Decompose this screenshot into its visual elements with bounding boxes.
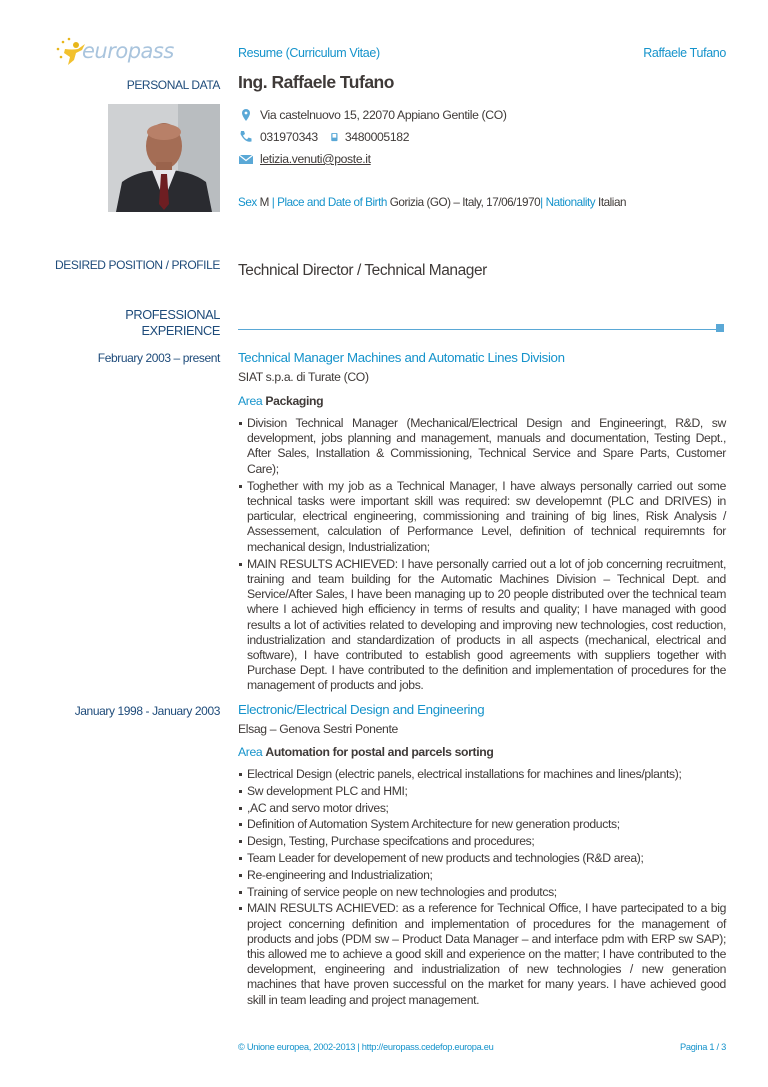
phone-row: [238, 130, 409, 144]
mobile-phone-icon: [330, 130, 340, 144]
desired-position-value: Technical Director / Technical Manager: [238, 262, 487, 279]
profile-photo: [108, 104, 220, 212]
section-divider: [238, 329, 716, 330]
footer-page-number: Pagina 1 / 3: [679, 1042, 726, 1052]
header-name: Raffaele Tufano: [643, 46, 726, 60]
list-item: Team Leader for developement of new products and technologies (R&D area);: [238, 851, 726, 866]
list-item: MAIN RESULTS ACHIEVED: I have personally carried out a lot of job concerning recruitment, training and team building for the Automatic Machines Division – Technical Dept. and Service/After Sales, I have been managing up to 20 people distributed over the technical team where I achieved high efficiency in terms of results and quality; I have managed with good results a lot of activities related to developing and improving new technologies, cost reduction, industrialization and standardization of products in all aspects (mechanical, electrical and software), I have contributed to establish good agreements with suppliers together with Purchase Dept. I have contributed to the definition and implementation of procedures for the management of products and jobs.: [238, 557, 726, 694]
separator: |: [540, 196, 543, 209]
experience-label-line2: EXPERIENCE: [141, 322, 220, 338]
job-area: [238, 745, 493, 759]
address-text: Via castelnuovo 15, 22070 Appiano Gentile (CO): [260, 108, 507, 122]
separator: |: [271, 196, 275, 209]
personal-details-line: [238, 196, 626, 209]
experience-label: [40, 307, 220, 338]
job-company: Elsag – Genova Sestri Ponente: [238, 722, 398, 736]
list-item: Sw development PLC and HMI;: [238, 784, 726, 799]
logo-text: europass: [82, 39, 174, 63]
europass-logo: [52, 36, 172, 68]
job-area: [238, 394, 323, 408]
nationality-value: Italian: [598, 196, 627, 209]
birth-label: Place and Date of Birth: [277, 196, 387, 209]
phone-text[interactable]: 031970343: [260, 130, 318, 144]
job-title: Electronic/Electrical Design and Engineering: [238, 702, 485, 717]
phone-icon: [238, 130, 254, 144]
list-item: Training of service people on new technologies and produtcs;: [238, 885, 726, 900]
area-value: Automation for postal and parcels sorting: [265, 745, 494, 759]
envelope-icon: [238, 152, 254, 166]
list-item: Toghether with my job as a Technical Manager, I have always personally carried out some technical tasks were important skill was required: sw developemnt (PLC and DRIVES) in particular, electrical engineering, commissioning and training of big lines, Risk Analysis / Assessement, calculation of Performance Level, definition of technical requiremnts for mechanical design, Industrialization;: [238, 479, 726, 555]
job-title: Technical Manager Machines and Automatic Lines Division: [238, 350, 565, 365]
email-link[interactable]: letizia.venuti@poste.it: [260, 152, 371, 166]
area-value: Packaging: [265, 394, 324, 408]
sex-value: M: [259, 196, 269, 209]
email-row: [238, 152, 371, 166]
area-label: Area: [238, 745, 263, 759]
list-item: Electrical Design (electric panels, electrical installations for machines and lines/plants);: [238, 767, 726, 782]
document-title: Resume (Curriculum Vitae): [238, 46, 380, 60]
list-item: ,AC and servo motor drives;: [238, 801, 726, 816]
list-item: Re-engineering and Industrialization;: [238, 868, 726, 883]
section-divider-square: [716, 324, 724, 332]
list-item: MAIN RESULTS ACHIEVED: as a reference for Technical Office, I have partecipated to a big project concerning definition and implementation of procedures for the management of products and jobs (PDM sw – Product Data Manager – and interface pdm with ERP sw SAP); this allowed me to achieve a good skill and experience on the matter; I have contributed to the development, engineering and industrialization of new technologies / new generation machines that have proven successful on the market for many years. I have achieved good skill in team leading and project management.: [238, 901, 726, 1007]
job-dates: January 1998 - January 2003: [74, 704, 220, 718]
job-bullet-list: [238, 767, 726, 1008]
nationality-label: Nationality: [545, 196, 596, 209]
birth-value: Gorizia (GO) – Italy, 17/06/1970: [389, 196, 541, 209]
experience-label-line1: PROFESSIONAL: [125, 307, 220, 322]
job-dates: February 2003 – present: [97, 351, 220, 365]
location-pin-icon: [238, 108, 254, 122]
list-item: Division Technical Manager (Mechanical/Electrical Design and Engineeringt, R&D, sw development, jobs planning and management, manuals and documentation, Testing Dept., After Sales, Installation & Commissioning, Technical Service and Spare Parts, Customer Care);: [238, 416, 726, 477]
area-label: Area: [238, 394, 263, 408]
full-name: Ing. Raffaele Tufano: [238, 72, 394, 92]
personal-data-label: PERSONAL DATA: [126, 78, 220, 92]
sex-label: Sex: [238, 196, 257, 209]
job-bullet-list: [238, 416, 726, 694]
mobile-text[interactable]: 3480005182: [344, 130, 410, 144]
desired-position-label: DESIRED POSITION / PROFILE: [55, 258, 220, 272]
list-item: Design, Testing, Purchase specifcations and procedures;: [238, 834, 726, 849]
list-item: Definition of Automation System Architecture for new generation products;: [238, 817, 726, 832]
job-company: SIAT s.p.a. di Turate (CO): [238, 370, 369, 384]
address-row: [238, 108, 507, 122]
footer-copyright: © Unione europea, 2002-2013 | http://europass.cedefop.europa.eu: [238, 1042, 494, 1052]
